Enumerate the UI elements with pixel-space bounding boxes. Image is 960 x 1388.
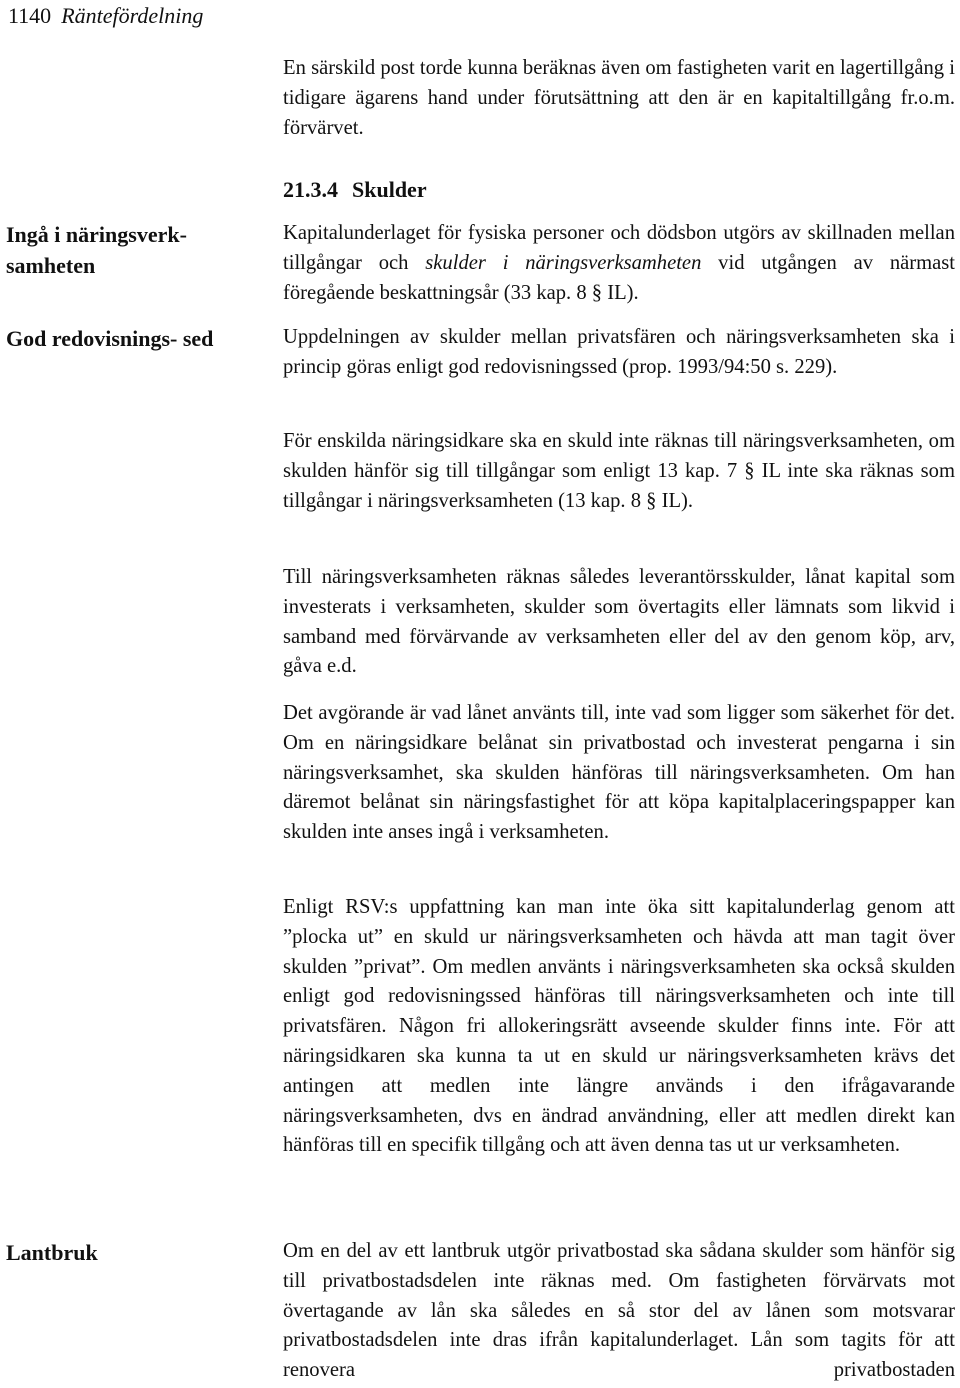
paragraph-kapitalunderlag	[283, 219, 955, 308]
paragraph-till-naringsverksamheten	[283, 563, 955, 682]
paragraph-rsv	[283, 893, 955, 1161]
margin-note-god-redovisningssed: God redovisnings- sed	[6, 326, 214, 351]
p1-text-end: vid utgången av närmast föregående beskattningsår (33 kap. 8 § IL).	[283, 251, 956, 304]
paragraph-enskilda	[283, 427, 955, 516]
paragraph-lantbruk	[283, 1237, 955, 1386]
heading-number: 21.3.4	[283, 177, 338, 202]
paragraph-avgorande	[283, 699, 955, 848]
p6-text: Enligt RSV:s uppfattning kan man inte öka sitt kapitalunderlag genom att ”plocka ut” en skuld ur näringsverksamheten och hävda att man tagit över skulden ”privat”. Om medlen använts i näringsverksamheten ska också skulden enligt god redovisningssed hänföras till näringsverksamheten och inte till privatsfären. Någon fri allokeringsrätt avseende skulder finns inte. För att näringsidkaren ska kunna ta ut en skuld ur näringsverksamheten krävs det antingen att medlen inte längre används i den ifrågavarande näringsverksamheten, dvs en ändrad användning, eller att medlen direkt kan hänföras till en specifik tillgång och att även denna tas ut ur verksamheten.	[283, 896, 955, 1157]
p5-text: Det avgörande är vad lånet använts till, inte vad som ligger som säkerhet för det. Om en näringsidkare belånat sin privatbostad och investerat pengarna i sin näringsverksamhet, ska skulden hänföras till näringsverksamheten. Om han däremot belånat sin näringsfastighet för att köpa kapitalplaceringspapper kan skulden inte anses ingå i verksamheten.	[283, 702, 955, 844]
heading-title: Skulder	[352, 177, 427, 202]
intro-paragraph	[283, 54, 955, 143]
page-number: 1140	[8, 3, 52, 28]
p4-text: Till näringsverksamheten räknas således leverantörsskulder, lånat kapital som investerats i verksamheten, skulder som övertagits eller lämnats som likvid i samband med förvärvande av verksamheten eller del av den genom köp, arv, gåva e.d.	[283, 566, 955, 678]
p7-text: Om en del av ett lantbruk utgör privatbostad ska sådana skulder som hänför sig till privatbostadsdelen inte räknas med. Om fastigheten förvärvats mot övertagande av lån ska således en så stor del av lånen som motsvarar privatbostadsdelen inte dras ifrån kapitalunderlaget. Lån som tagits för att renovera privatbostaden	[283, 1240, 955, 1382]
margin-note-inga-i: Ingå i näringsverk- samheten	[6, 222, 187, 278]
section-title: Räntefördelning	[61, 3, 204, 28]
section-heading	[283, 175, 427, 205]
margin-note-lantbruk: Lantbruk	[6, 1240, 98, 1265]
p1-emphasis: skulder i näringsverksamheten	[425, 251, 702, 274]
running-header	[8, 2, 203, 30]
paragraph-uppdelningen	[283, 323, 955, 383]
p3-text: För enskilda näringsidkare ska en skuld inte räknas till näringsverksamheten, om skulden hänför sig till tillgångar som enligt 13 kap. 7 § IL inte ska räknas som tillgångar i näringsverksamheten (13 kap. 8 § IL).	[283, 430, 955, 512]
p2-text: Uppdelningen av skulder mellan privatsfären och näringsverksamheten ska i princip göras enligt god redovisningssed (prop. 1993/94:50 s. 229).	[283, 326, 955, 378]
p1-text-start: Kapitalunderlaget för fysiska personer och dödsbon utgörs av skillnaden mellan tillgångar och	[283, 222, 955, 274]
intro-text: En särskild post torde kunna beräknas även om fastigheten varit en lagertillgång i tidigare ägarens hand under förutsättning att den är en kapitaltillgång fr.o.m. förvärvet.	[283, 57, 955, 139]
